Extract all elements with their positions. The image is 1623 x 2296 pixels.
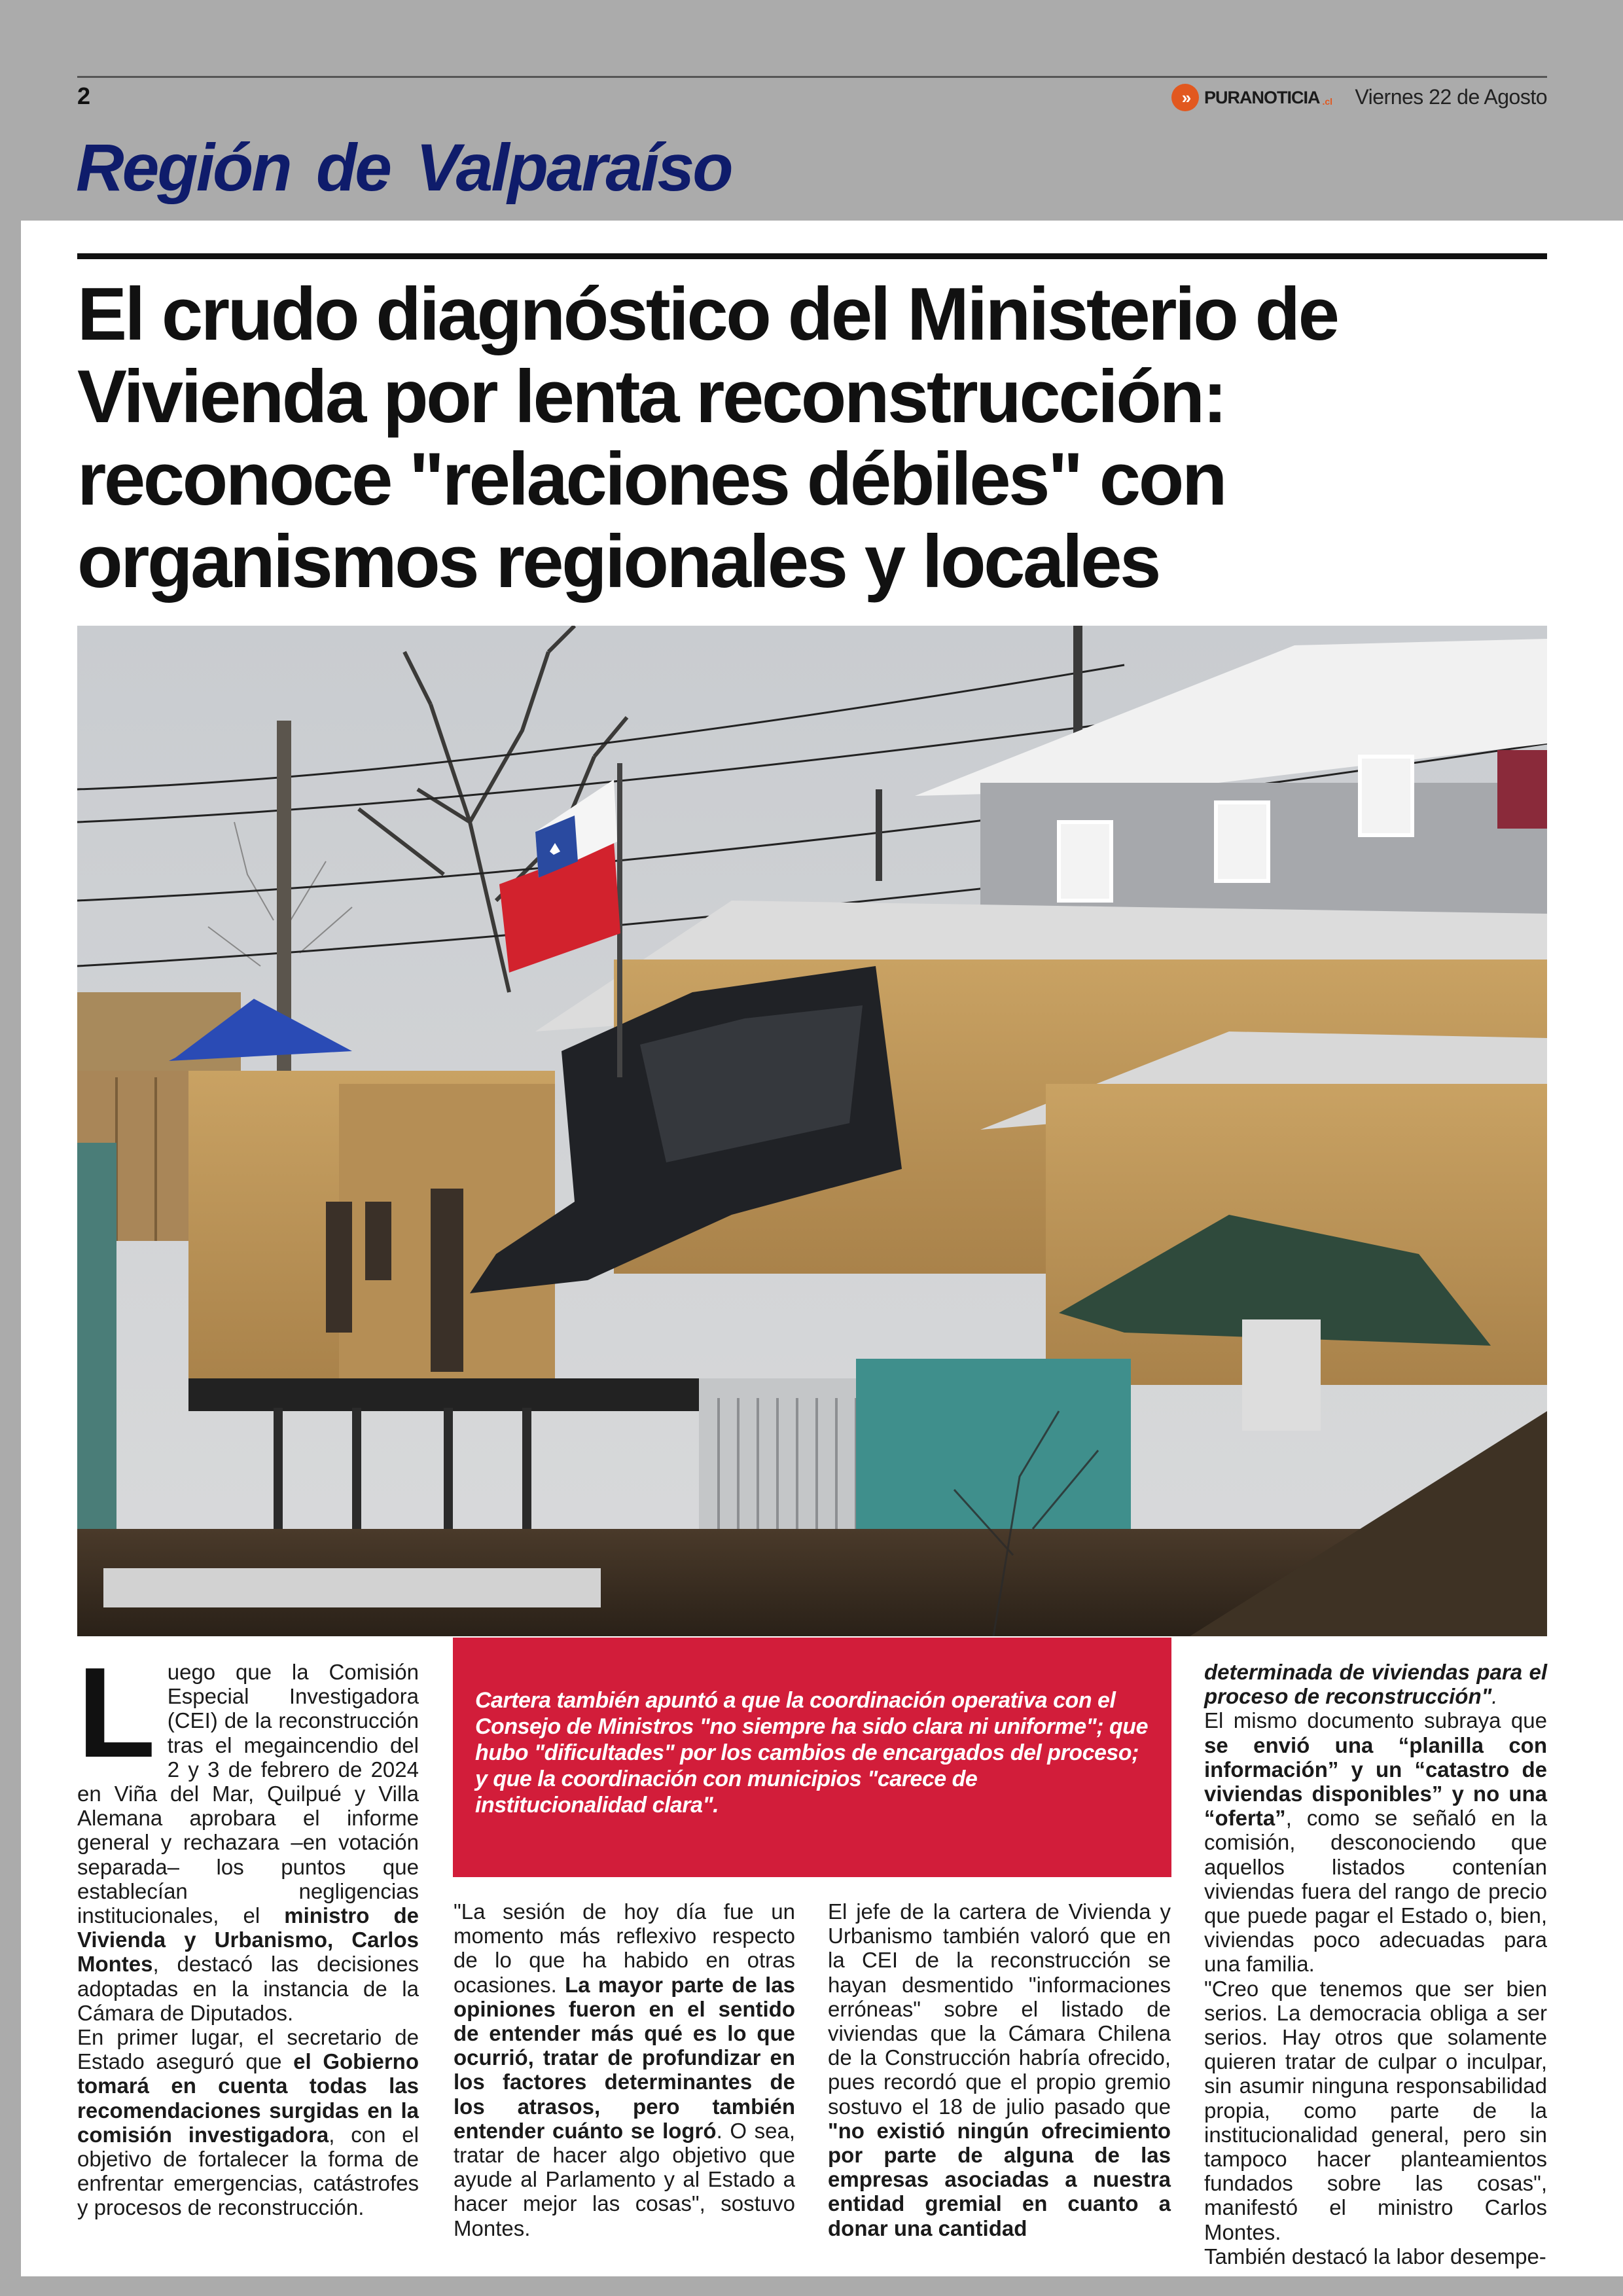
issue-date: Viernes 22 de Agosto <box>1355 85 1547 109</box>
article-photo <box>77 626 1547 1636</box>
brand-logo <box>1171 84 1332 111</box>
pull-quote-text: Cartera también apuntó a que la coordinación operativa con el Consejo de Ministros "no siempre ha sido clara ni uniforme"; que hubo "dificultades" por los cambios de encargados del proceso; y que la coordinación con municipios "carece de institucionalidad clara". <box>475 1688 1148 1818</box>
article-column-1 <box>77 1641 419 2220</box>
brand-tld: .cl <box>1322 96 1333 107</box>
pull-quote-box <box>453 1638 1171 1877</box>
section-title: Región de Valparaíso <box>76 130 732 205</box>
article-column-2 <box>454 1899 795 2240</box>
paragraph: El mismo documento subraya que se envió una “planilla con información” y un “catastro de viviendas disponibles” y no una “oferta”, como se señaló en la comisión, desconociendo que aquellos listados contenían viviendas fuera del rango de precio que puede pagar el Estado o, bien, viviendas poco adecuadas para una familia. <box>1204 1708 1547 1977</box>
paragraph: "La sesión de hoy día fue un momento más reflexivo respecto de lo que ha habido en otras ocasiones. La mayor parte de las opiniones fueron en el sentido de entender más qué es lo que ocurrió, tratar de profundizar en los factores determinantes de los atrasos, pero también entender cuánto se logró. O sea, tratar de hacer algo objetivo que ayude al Parlamento y al Estado a hacer mejor las cosas", sostuvo Montes. <box>454 1899 795 2240</box>
article-column-3 <box>828 1899 1171 2240</box>
article-column-4 <box>1204 1660 1547 2269</box>
paragraph: El jefe de la cartera de Vivienda y Urbanismo también valoró que en la CEI de la reconstrucción se hayan desmentido "informaciones erróneas" sobre el listado de viviendas que la Cámara Chilena de la Construcción habría ofrecido, pues recordó que el propio gremio sostuvo el 18 de julio pasado que "no existió ningún ofrecimiento por parte de alguna de las empresas asociadas a nuestra entidad gremial en cuanto a donar una cantidad <box>828 1899 1171 2240</box>
article-headline: El crudo diagnóstico del Ministerio de Vivienda por lenta reconstrucción: reconoce "relaciones débiles" con organismos regionales y locales <box>77 273 1338 603</box>
paragraph: En primer lugar, el secretario de Estado aseguró que el Gobierno tomará en cuenta todas las recomendaciones surgidas en la comisión investigadora, con el objetivo de fortalecer la forma de enfrentar emergencias, catástrofes y procesos de reconstrucción. <box>77 2025 419 2220</box>
header-rule <box>77 76 1547 78</box>
chevrons-icon: » <box>1171 84 1199 111</box>
paragraph: También destacó la labor desempe- <box>1204 2244 1546 2269</box>
paragraph: uego que la Comisión Especial Investigadora (CEI) de la reconstrucción tras el megaincendio del 2 y 3 de febrero de 2024 en Viña del Mar, Quilpué y Villa Alemana aprobara el informe general y rechazara –en votación separada– los puntos que establecían negligencias institucionales, el ministro de Vivienda y Urbanismo, Carlos Montes, destacó las decisiones adoptadas en la instancia de la Cámara de Diputados. <box>77 1660 419 2025</box>
dropcap: L <box>77 1641 156 1784</box>
paragraph: "Creo que tenemos que ser bien serios. La democracia obliga a ser serios. Hay otros que solamente quieren tratar de culpar o inculpar, sin asumir ninguna responsabilidad propia, como parte de la institucionalidad general, pero sin tampoco hacer planteamientos fundados sobre las cosas", manifestó el ministro Carlos Montes. <box>1204 1976 1547 2244</box>
paragraph: determinada de viviendas para el proceso de reconstrucción". <box>1204 1660 1547 1709</box>
headline-rule <box>77 253 1547 259</box>
page-number: 2 <box>77 82 91 109</box>
brand-name: PURANOTICIA <box>1204 87 1320 107</box>
